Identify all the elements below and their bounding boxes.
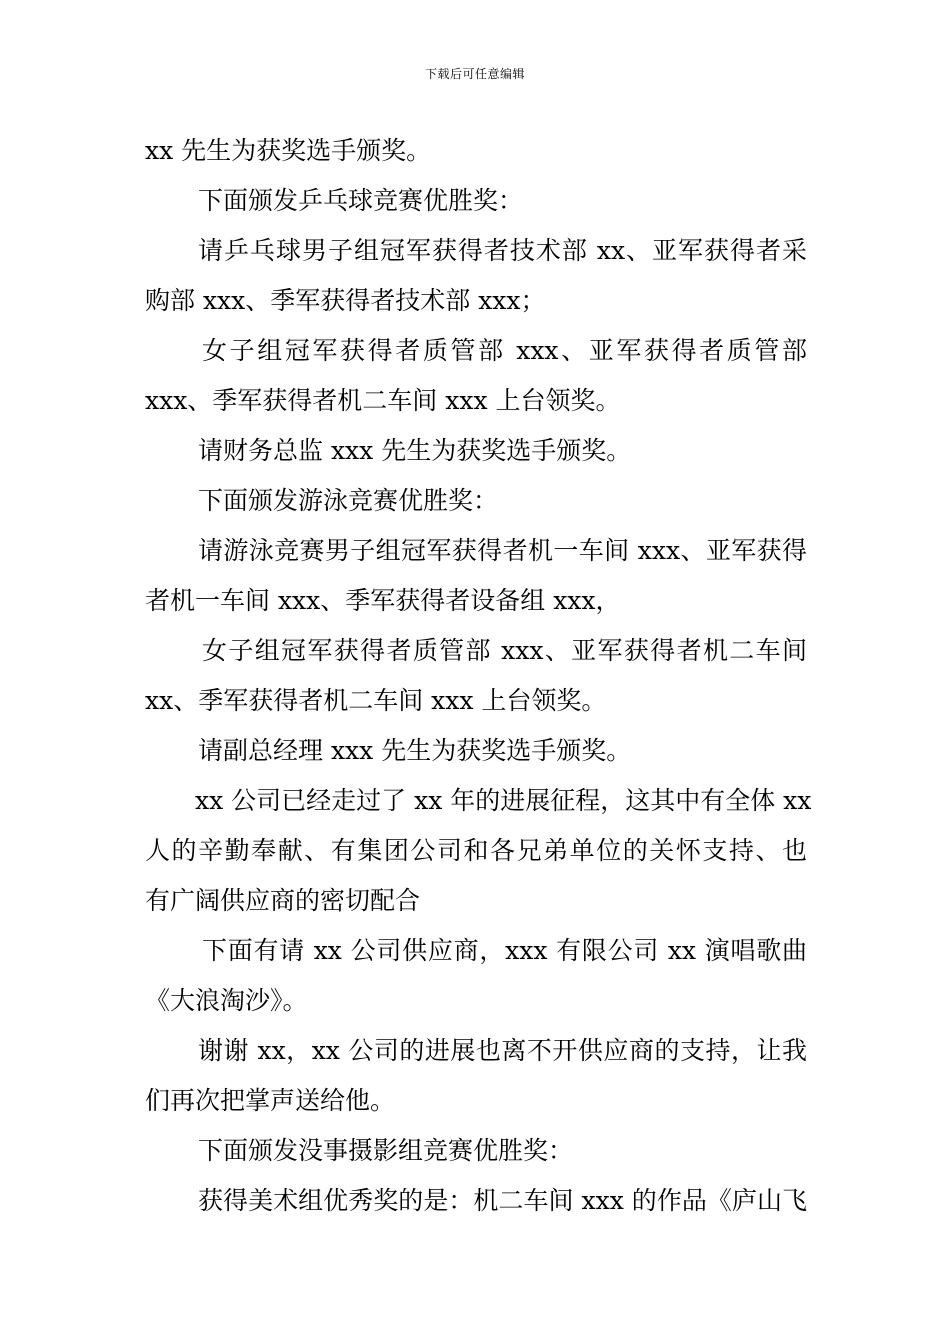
paragraph-line: 女子组冠军获得者质管部 xxx、亚军获得者机二车间	[202, 636, 807, 665]
paragraph-line: 下面颁发没事摄影组竞赛优胜奖：	[198, 1136, 574, 1165]
paragraph-line: 请副总经理 xxx 先生为获奖选手颁奖。	[198, 736, 632, 765]
paragraph-line: 购部 xxx、季军获得者技术部 xxx；	[145, 286, 546, 315]
paragraph-line: 《大浪淘沙》。	[145, 986, 308, 1015]
paragraph-line: 下面颁发乒乓球竞赛优胜奖：	[198, 186, 524, 215]
page-header: 下载后可任意编辑	[424, 67, 525, 81]
paragraph-line: 下面有请 xx 公司供应商，xxx 有限公司 xx 演唱歌曲	[202, 936, 807, 965]
paragraph-line: 人的辛勤奉献、有集团公司和各兄弟单位的关怀支持、也	[145, 836, 807, 865]
paragraph-line: 女子组冠军获得者质管部 xxx、亚军获得者质管部	[202, 336, 807, 365]
paragraph-line: 请财务总监 xxx 先生为获奖选手颁奖。	[198, 436, 632, 465]
paragraph-line: 有广阔供应商的密切配合	[145, 886, 421, 915]
paragraph-line: xx 公司已经走过了 xx 年的进展征程，这其中有全体 xx	[195, 786, 812, 815]
paragraph-line: 下面颁发游泳竞赛优胜奖：	[198, 486, 499, 515]
paragraph-line: 者机一车间 xxx、季军获得者设备组 xxx，	[145, 586, 621, 615]
document-body	[145, 126, 812, 1226]
paragraph-line: 们再次把掌声送给他。	[145, 1086, 396, 1115]
paragraph-line: xx 先生为获奖选手颁奖。	[145, 136, 432, 165]
paragraph-line: xx、季军获得者机二车间 xxx 上台领奖。	[145, 686, 607, 715]
paragraph-line: 谢谢 xx，xx 公司的进展也离不开供应商的支持，让我	[198, 1036, 807, 1065]
paragraph-line: xxx、季军获得者机二车间 xxx 上台领奖。	[145, 386, 621, 415]
paragraph-line: 获得美术组优秀奖的是：机二车间 xxx 的作品《庐山飞	[198, 1186, 807, 1215]
paragraph-line: 请游泳竞赛男子组冠军获得者机一车间 xxx、亚军获得	[198, 536, 807, 565]
paragraph-line: 请乒乓球男子组冠军获得者技术部 xx、亚军获得者采	[198, 236, 807, 265]
